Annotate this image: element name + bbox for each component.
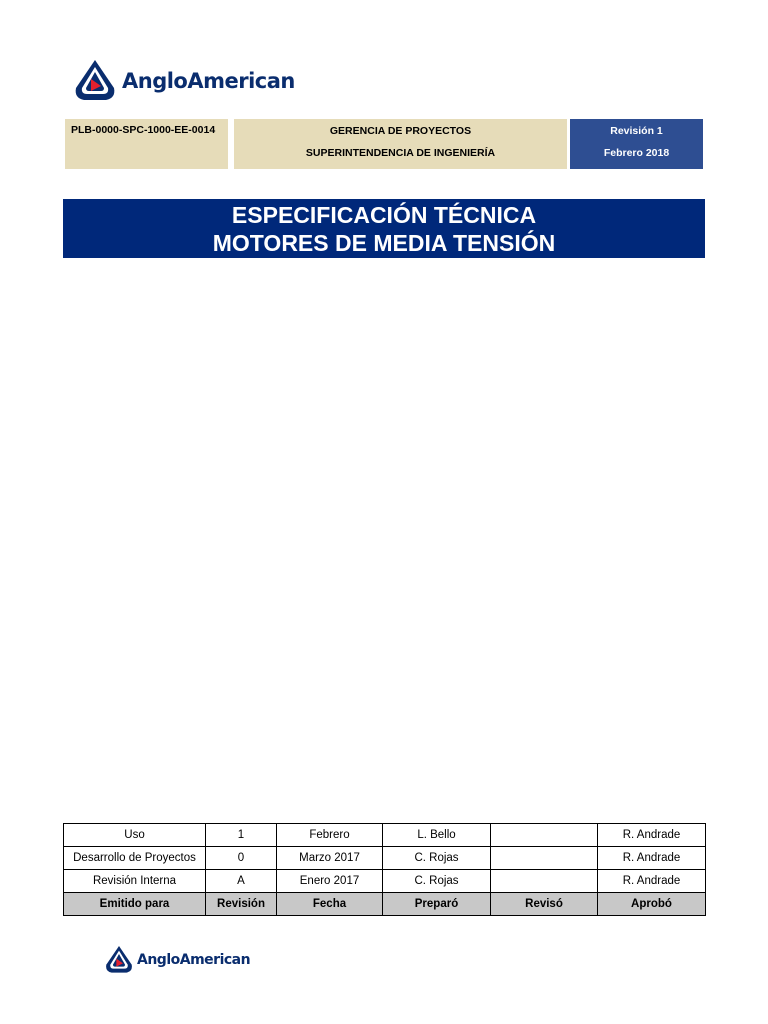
logo-wordmark: AngloAmerican <box>137 952 251 968</box>
table-cell: R. Andrade <box>598 847 706 870</box>
table-cell: Enero 2017 <box>277 870 383 893</box>
table-cell <box>491 847 598 870</box>
document-title-band <box>63 199 705 258</box>
department-line-2: SUPERINTENDENCIA DE INGENIERÍA <box>305 147 496 159</box>
table-cell: Desarrollo de Proyectos <box>64 847 206 870</box>
department-line-1: GERENCIA DE PROYECTOS <box>329 125 472 137</box>
anglo-american-logo-icon <box>105 944 133 976</box>
document-title-line-1: ESPECIFICACIÓN TÉCNICA <box>231 202 537 228</box>
table-row <box>64 847 706 870</box>
column-header-fecha: Fecha <box>277 893 383 916</box>
document-title-line-2: MOTORES DE MEDIA TENSIÓN <box>212 230 556 256</box>
table-cell: Febrero <box>277 824 383 847</box>
table-cell: R. Andrade <box>598 824 706 847</box>
table-cell: C. Rojas <box>383 870 491 893</box>
footer-logo <box>105 944 250 976</box>
table-row <box>64 870 706 893</box>
revision-cell <box>570 119 703 169</box>
table-cell <box>491 824 598 847</box>
department-cell <box>234 119 567 169</box>
revision-label: Revisión 1 <box>610 125 663 137</box>
table-header-row <box>64 893 706 916</box>
table-row <box>64 824 706 847</box>
table-cell: 1 <box>206 824 277 847</box>
table-cell: Marzo 2017 <box>277 847 383 870</box>
table-cell: Revisión Interna <box>64 870 206 893</box>
company-logo <box>74 58 295 104</box>
revision-date: Febrero 2018 <box>603 147 670 159</box>
column-header-reviso: Revisó <box>491 893 598 916</box>
table-cell: 0 <box>206 847 277 870</box>
column-header-aprobo: Aprobó <box>598 893 706 916</box>
column-header-emitido-para: Emitido para <box>64 893 206 916</box>
document-code-cell: PLB-0000-SPC-1000-EE-0014 <box>65 119 228 169</box>
column-header-revision: Revisión <box>206 893 277 916</box>
table-cell: R. Andrade <box>598 870 706 893</box>
table-cell: A <box>206 870 277 893</box>
logo-wordmark: AngloAmerican <box>122 69 295 93</box>
revision-history-table <box>63 823 706 916</box>
table-cell <box>491 870 598 893</box>
table-cell: C. Rojas <box>383 847 491 870</box>
column-header-preparo: Preparó <box>383 893 491 916</box>
anglo-american-logo-icon <box>74 58 116 104</box>
table-cell: L. Bello <box>383 824 491 847</box>
table-cell: Uso <box>64 824 206 847</box>
